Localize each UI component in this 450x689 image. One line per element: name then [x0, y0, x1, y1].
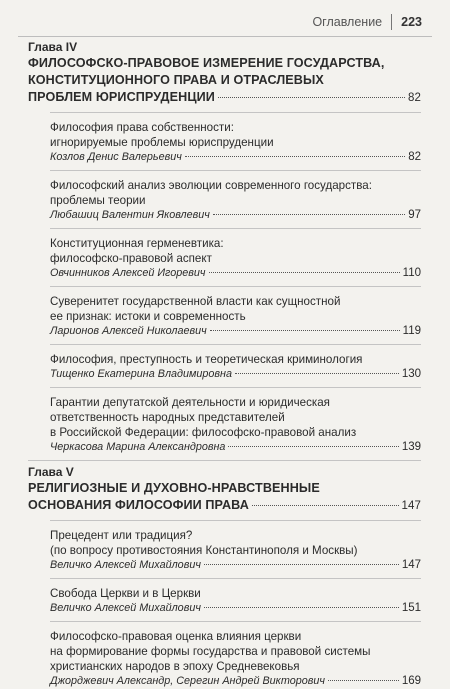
entry-divider: [50, 228, 421, 229]
toc-entry[interactable]: [28, 120, 421, 165]
entry-author: Тищенко Екатерина Владимировна: [50, 368, 233, 380]
entry-title-line: ее признак: истоки и современность: [50, 310, 246, 323]
entry-divider: [50, 520, 421, 521]
dot-leader: [235, 373, 399, 374]
entry-author-leader: [50, 558, 421, 573]
entry-author-leader: [50, 367, 421, 382]
entry-title-line: Суверенитет государственной власти как сущностной: [50, 295, 341, 308]
entry-page: 169: [401, 675, 421, 687]
chapter-title-line: ОСНОВАНИЯ ФИЛОСОФИИ ПРАВА: [28, 498, 249, 512]
entry-page: 130: [401, 368, 421, 380]
entry-title-line: (по вопросу противостояния Константинополя и Москвы): [50, 544, 358, 557]
section-title: Оглавление: [312, 15, 383, 29]
entry-author: Козлов Денис Валерьевич: [50, 151, 182, 163]
entry-author: Величко Алексей Михайлович: [50, 559, 201, 571]
entry-author: Черкасова Марина Александровна: [50, 441, 226, 453]
chapter-title-line: ПРОБЛЕМ ЮРИСПРУДЕНЦИИ: [28, 90, 215, 104]
entry-page: 139: [401, 441, 421, 453]
chapter-label: Глава IV: [28, 40, 78, 54]
entry-title-line: христианских народов в эпоху Средневековья: [50, 660, 300, 673]
entry-page: 97: [408, 209, 421, 221]
entry-author-leader: [50, 674, 421, 689]
entry-title-line: Прецедент или традиция?: [50, 529, 193, 542]
dot-leader: [228, 446, 398, 447]
entry-author: Ларионов Алексей Николаевич: [50, 325, 207, 337]
entry-author: Величко Алексей Михайлович: [50, 602, 201, 614]
toc-entry[interactable]: [28, 528, 421, 573]
entry-divider: [50, 286, 421, 287]
entry-title-line: Конституционная герменевтика:: [50, 237, 224, 250]
chapter-title-line: КОНСТИТУЦИОННОГО ПРАВА И ОТРАСЛЕВЫХ: [28, 73, 324, 87]
header-rule: [18, 36, 432, 37]
toc-entry[interactable]: [28, 294, 421, 339]
entry-divider: [50, 621, 421, 622]
entry-author: Любашиц Валентин Яковлевич: [50, 209, 210, 221]
dot-leader: [252, 505, 399, 506]
toc-entry[interactable]: [28, 586, 421, 616]
toc-entry[interactable]: [28, 395, 421, 455]
chapter-label: Глава V: [28, 465, 74, 479]
entry-author-leader: [50, 150, 421, 165]
dot-leader: [185, 156, 405, 157]
toc-entry[interactable]: [28, 352, 421, 382]
page-number: 223: [401, 15, 422, 29]
chapter-page: 82: [408, 92, 421, 104]
entry-divider: [50, 112, 421, 113]
entry-title-line: ответственность народных представителей: [50, 411, 285, 424]
entry-title-line: Философия права собственности:: [50, 121, 234, 134]
entry-divider: [50, 387, 421, 388]
entry-author-leader: [50, 324, 421, 339]
chapter-4: [28, 40, 421, 455]
entry-divider: [50, 170, 421, 171]
dot-leader: [328, 680, 399, 681]
chapter-page: 147: [401, 500, 421, 512]
chapter-title-line: РЕЛИГИОЗНЫЕ И ДУХОВНО-НРАВСТВЕННЫЕ: [28, 481, 320, 495]
entry-title-line: Гарантии депутатской деятельности и юридическая: [50, 396, 330, 409]
entry-title-line: философско-правовой аспект: [50, 252, 212, 265]
toc-entry[interactable]: [28, 178, 421, 223]
table-of-contents: [28, 40, 421, 689]
chapter-divider: [28, 460, 421, 461]
entry-author-leader: [50, 208, 421, 223]
entry-page: 110: [402, 267, 421, 279]
entry-page: 147: [401, 559, 421, 571]
dot-leader: [210, 330, 400, 331]
entry-title-line: Свобода Церкви и в Церкви: [50, 587, 201, 600]
entry-title-line: на формирование формы государства и правовой системы: [50, 645, 371, 658]
entry-title-line: проблемы теории: [50, 194, 146, 207]
entry-title-line: игнорируемые проблемы юриспруденции: [50, 136, 274, 149]
chapter-title-line: ФИЛОСОФСКО-ПРАВОВОЕ ИЗМЕРЕНИЕ ГОСУДАРСТВА,: [28, 56, 385, 70]
entry-author-leader: [50, 266, 421, 281]
entry-title-line: Философский анализ эволюции современного государства:: [50, 179, 372, 192]
entry-author-leader: [50, 601, 421, 616]
entry-page: 151: [401, 602, 421, 614]
entry-author: Овчинников Алексей Игоревич: [50, 267, 206, 279]
dot-leader: [218, 97, 405, 98]
entry-author-leader: [50, 440, 421, 455]
header-separator: [391, 14, 392, 30]
toc-entry[interactable]: [28, 236, 421, 281]
entry-author: Джорджевич Александр, Серегин Андрей Викторович: [50, 675, 326, 687]
running-header: [312, 14, 422, 30]
dot-leader: [209, 272, 400, 273]
toc-entry[interactable]: [28, 629, 421, 689]
dot-leader: [204, 564, 399, 565]
dot-leader: [204, 607, 399, 608]
entry-page: 119: [402, 325, 421, 337]
entry-title-line: Философия, преступность и теоретическая криминология: [50, 353, 363, 366]
entry-divider: [50, 344, 421, 345]
chapter-title-leader: [28, 89, 421, 107]
chapter-title-leader: [28, 497, 421, 515]
chapter-5: [28, 465, 421, 689]
dot-leader: [213, 214, 405, 215]
entry-title-line: в Российской Федерации: философско-правовой анализ: [50, 426, 357, 439]
entry-page: 82: [408, 151, 421, 163]
entry-title-line: Философско-правовая оценка влияния церкви: [50, 630, 302, 643]
entry-divider: [50, 578, 421, 579]
